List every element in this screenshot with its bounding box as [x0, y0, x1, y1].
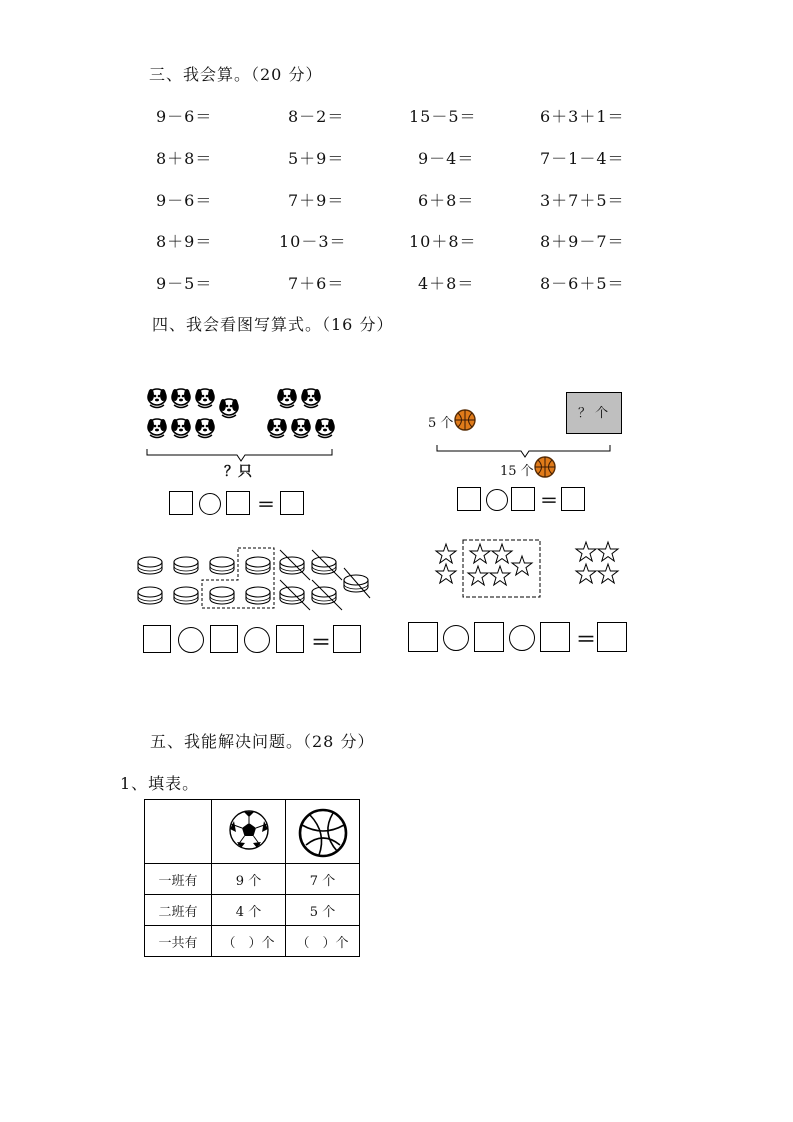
answer-box[interactable]: [143, 625, 171, 653]
basketball-outline-icon: [297, 807, 349, 859]
answer-box[interactable]: [561, 487, 585, 511]
basketball-total-blank[interactable]: （ ）个: [286, 926, 360, 957]
operator-circle[interactable]: [178, 627, 204, 653]
section-3-title: 三、我会算。（20 分）: [149, 65, 323, 84]
row-label: 一班有: [145, 864, 212, 895]
table-corner-cell: [145, 800, 212, 864]
row-label: 二班有: [145, 895, 212, 926]
basketball-icon: [453, 408, 477, 432]
equals-sign: ＝: [257, 495, 275, 516]
balls-part-label: 5 个: [428, 416, 454, 431]
answer-box[interactable]: [276, 625, 304, 653]
operator-circle[interactable]: [244, 627, 270, 653]
answer-box[interactable]: [226, 491, 250, 515]
answer-box[interactable]: [169, 491, 193, 515]
problem: 8－6＋5＝: [540, 274, 625, 293]
operator-circle[interactable]: [509, 625, 535, 651]
equals-sign: ＝: [311, 630, 331, 654]
dogs-picture: [145, 384, 345, 444]
problem: 4＋8＝: [418, 274, 475, 293]
problem: 9－5＝: [156, 274, 213, 293]
basketball-header-cell: [286, 800, 360, 864]
dogs-total-brace: [146, 448, 336, 462]
problem: 6＋3＋1＝: [540, 107, 625, 126]
problem: 7－1－4＝: [540, 149, 625, 168]
basketball-icon: [533, 455, 557, 479]
soccer-ball-icon: [228, 809, 270, 851]
equals-sign: ＝: [540, 491, 558, 512]
problem: 8＋8＝: [156, 149, 213, 168]
question-1-label: 1、填表。: [120, 774, 200, 793]
operator-circle[interactable]: [486, 489, 508, 511]
problem: 9－6＝: [156, 191, 213, 210]
problem: 6＋8＝: [418, 191, 475, 210]
row-label: 一共有: [145, 926, 212, 957]
balls-total-brace: [436, 444, 614, 458]
problem: 7＋9＝: [288, 191, 345, 210]
soccer-total-blank[interactable]: （ ）个: [212, 926, 286, 957]
answer-box[interactable]: [597, 622, 627, 652]
problem: 10－3＝: [279, 232, 347, 251]
problem: 9－4＝: [418, 149, 475, 168]
operator-circle[interactable]: [443, 625, 469, 651]
table-row: [145, 864, 360, 895]
answer-box[interactable]: [511, 487, 535, 511]
balls-unknown-label: ？ 个: [578, 406, 609, 421]
table-row: [145, 895, 360, 926]
soccer-count: 4 个: [212, 895, 286, 926]
equals-sign: ＝: [576, 627, 596, 651]
balls-total-label: 15 个: [500, 464, 534, 479]
section-4-title: 四、我会看图写算式。（16 分）: [152, 315, 394, 334]
problem: 10＋8＝: [409, 232, 477, 251]
answer-box[interactable]: [540, 622, 570, 652]
basketball-count: 5 个: [286, 895, 360, 926]
problem: 9－6＝: [156, 107, 213, 126]
problem: 8＋9－7＝: [540, 232, 625, 251]
problem: 3＋7＋5＝: [540, 191, 625, 210]
soccer-header-cell: [212, 800, 286, 864]
table-row: [145, 926, 360, 957]
answer-box[interactable]: [457, 487, 481, 511]
table-header-row: [145, 800, 360, 864]
balls-table: [144, 799, 360, 957]
answer-box[interactable]: [408, 622, 438, 652]
discs-picture: [134, 546, 374, 616]
operator-circle[interactable]: [199, 493, 221, 515]
problem: 8－2＝: [288, 107, 345, 126]
answer-box[interactable]: [280, 491, 304, 515]
basketball-count: 7 个: [286, 864, 360, 895]
problem: 5＋9＝: [288, 149, 345, 168]
answer-box[interactable]: [474, 622, 504, 652]
soccer-count: 9 个: [212, 864, 286, 895]
unknown-balls-box: [566, 392, 622, 434]
stars-picture: [434, 538, 634, 602]
dogs-total-label: ？只: [224, 464, 252, 480]
problem: 15－5＝: [409, 107, 477, 126]
answer-box[interactable]: [333, 625, 361, 653]
problem: 7＋6＝: [288, 274, 345, 293]
section-5-title: 五、我能解决问题。（28 分）: [150, 732, 375, 751]
problem: 8＋9＝: [156, 232, 213, 251]
answer-box[interactable]: [210, 625, 238, 653]
